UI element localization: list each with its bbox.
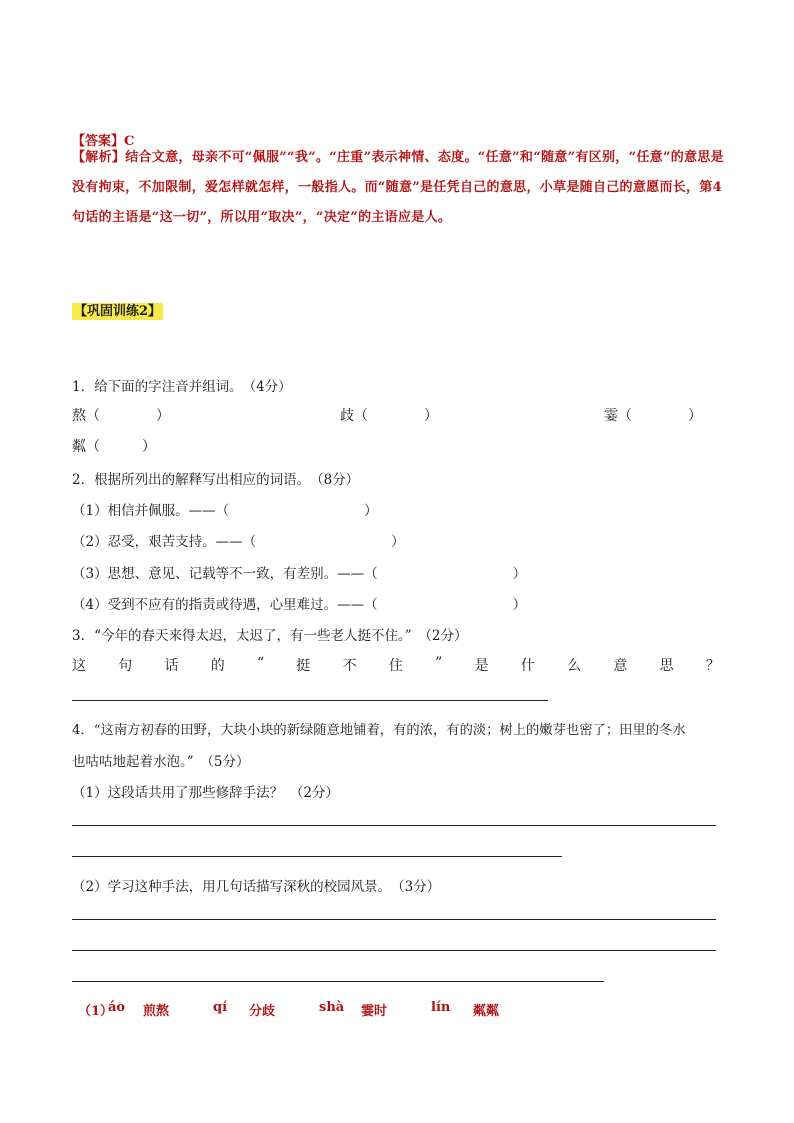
q4-sub1: （1）这段话共用了那些修辞手法？ （2分） [72,785,339,801]
answer-key-word-1: 煎熬 [143,1004,170,1019]
q4-sub2-answer-line-3 [72,981,604,982]
q1-item-2: 歧（ ） [340,408,438,424]
answer-key-prefix: （1） [78,1004,114,1019]
q2-title: 2．根据所列出的解释写出相应的词语。 （8分） [72,472,360,488]
q2-item-4: （4）受到不应有的指责或待遇，心里难过。——（ ） [72,597,527,613]
q2-item-1: （1）相信并佩服。——（ ） [72,503,378,519]
q3-char: 什 [520,658,535,674]
q3-title: 3．“今年的春天来得太迟，太迟了，有一些老人挺不住。” （2分） [72,628,468,644]
q3-char: ？ [705,658,720,674]
q3-char: 的 [210,658,225,674]
answer-key-word-4: 粼粼 [473,1004,500,1019]
q1-item-1: 熬（ ） [72,408,170,424]
answer-key-word-2: 分歧 [249,1004,276,1019]
q3-char: 不 [342,658,357,674]
answer-key-word-3: 霎时 [361,1004,388,1019]
q4-sub1-answer-line-1 [72,825,716,826]
q1-item-4: 粼（ ） [72,439,156,455]
answer-key-pinyin-4: lín [431,1000,451,1015]
q4-sub2-answer-line-1 [72,919,716,920]
q2-item-3: （3）思想、意见、记载等不一致，有差别。——（ ） [72,566,527,582]
q3-char: 话 [164,658,179,674]
q4-title-line2: 也咕咕地起着水泡。” （5分） [72,754,250,770]
answer-value: C [124,134,135,149]
analysis-paragraph [72,143,724,233]
q3-char: 住 [388,658,403,674]
answer-key-pinyin-3: shà [319,1000,345,1015]
answer-label: 【答案】 [72,134,125,149]
q4-title-line1: 4．“这南方初春的田野，大块小块的新绿随意地铺着，有的浓，有的淡；树上的嫩芽也密了；田里的冬水 [72,723,686,738]
q3-answer-line [72,700,548,701]
q3-char: “ [257,655,265,671]
answer-key-pinyin-2: qí [213,1000,228,1015]
q1-item-3: 霎（ ） [604,408,702,424]
q4-sub1-answer-line-2 [72,856,562,857]
q3-char: 思 [659,658,674,674]
q3-char: 是 [474,658,489,674]
q3-char: ” [435,655,443,671]
q3-char: 句 [118,658,133,674]
analysis-text: 结合文意，母亲不可“佩服”“我”。“庄重”表示神情、态度。“任意”和“随意”有区别，“任意”的意思是没有拘束，不加限制，爱怎样就怎样，一般指人。而“随意”是任凭自己的意思，小草是随自己的意愿而长，第4句话的主语是“这一切”，所以用“取决”，“决定”的主语应是人。 [72,150,724,225]
q3-char: 意 [613,658,628,674]
section-badge-wrap [72,300,163,319]
answer-key-pinyin-1: áo [108,1000,126,1015]
q3-char: 么 [567,658,582,674]
q4-sub2: （2）学习这种手法，用几句话描写深秋的校园风景。 （3分） [72,879,441,895]
q3-question-row [72,655,720,675]
q1-title: 1．给下面的字注音并组词。 （4分） [72,379,292,395]
q2-item-2: （2）忍受，艰苦支持。——（ ） [72,534,405,550]
q3-char: 这 [72,658,86,674]
analysis-label: 【解析】 [72,150,126,165]
section-badge: 【巩固训练2】 [74,304,162,319]
q3-char: 挺 [296,658,311,674]
q4-sub2-answer-line-2 [72,950,716,951]
